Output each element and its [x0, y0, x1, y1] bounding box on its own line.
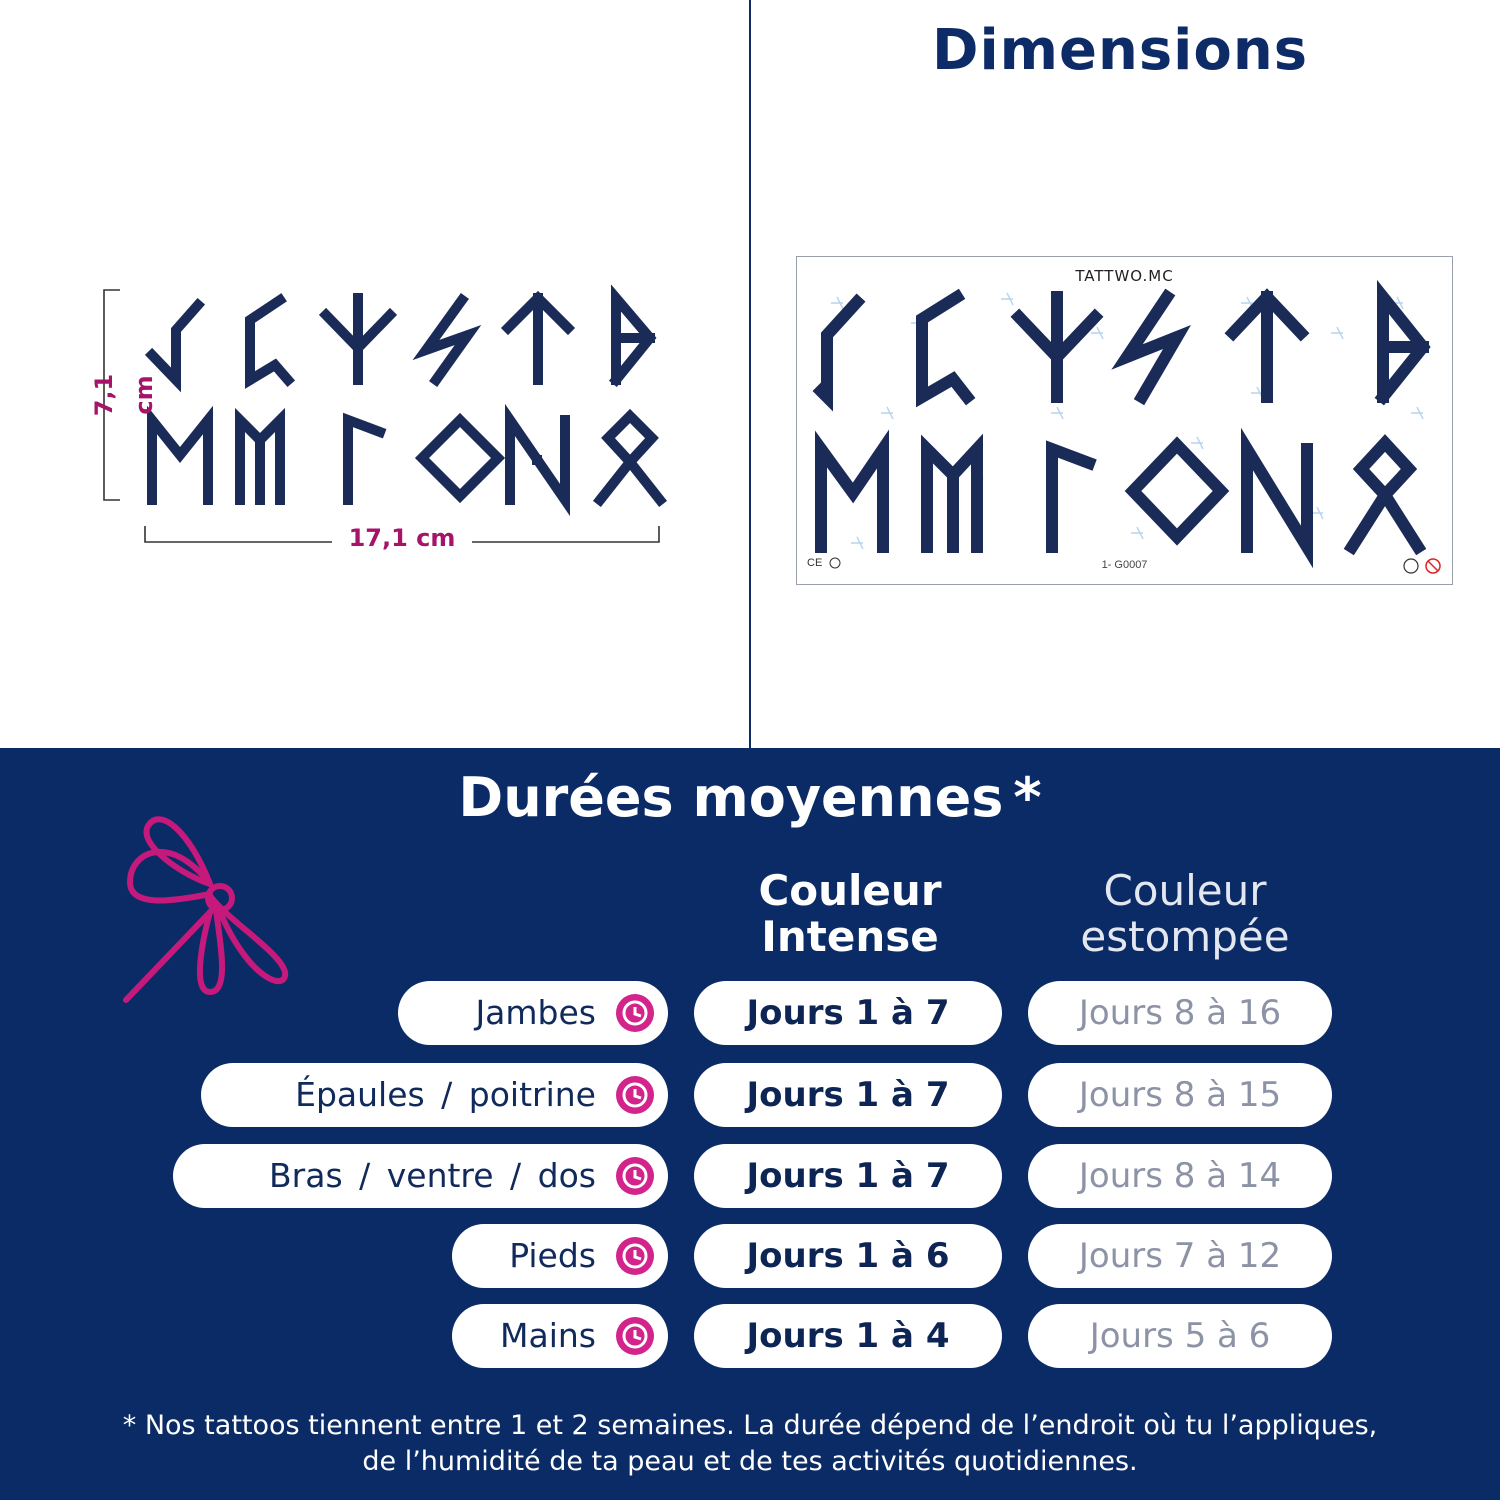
footnote	[0, 1408, 1500, 1480]
column-header-faded	[1030, 868, 1340, 960]
clock-icon	[616, 1237, 654, 1275]
intense-duration: Jours 1 à 6	[694, 1224, 1002, 1288]
faded-duration: Jours 8 à 16	[1028, 981, 1332, 1045]
intense-duration: Jours 1 à 7	[694, 981, 1002, 1045]
sheet-runes	[797, 257, 1454, 586]
intense-duration: Jours 1 à 7	[694, 1063, 1002, 1127]
clock-icon	[616, 1157, 654, 1195]
sheet-code: 1- G0007	[1101, 559, 1148, 571]
zone-pill	[398, 981, 668, 1045]
intense-duration: Jours 1 à 7	[694, 1144, 1002, 1208]
faded-duration: Jours 8 à 14	[1028, 1144, 1332, 1208]
dragonfly-icon	[110, 812, 300, 1012]
zone-label: Bras / ventre / dos	[269, 1156, 596, 1195]
column-header-intense	[700, 868, 1000, 960]
height-label: 7,1 cm	[90, 373, 158, 417]
clock-icon	[616, 1317, 654, 1355]
footnote-line2: de l’humidité de ta peau et de tes activités quotidiennes.	[362, 1446, 1138, 1477]
column-header-intense-line1: Couleur	[758, 866, 942, 915]
zone-pill	[201, 1063, 668, 1127]
column-header-intense-line2: Intense	[761, 912, 939, 961]
sheet-brand: TATTWO.MC	[1075, 267, 1174, 285]
zone-label: Mains	[500, 1316, 596, 1355]
clock-icon	[616, 1076, 654, 1114]
vertical-divider	[749, 0, 751, 748]
dimensions-title: Dimensions	[931, 18, 1309, 83]
faded-duration: Jours 8 à 15	[1028, 1063, 1332, 1127]
faded-duration: Jours 7 à 12	[1028, 1224, 1332, 1288]
faded-duration: Jours 5 à 6	[1028, 1304, 1332, 1368]
zone-label: Épaules / poitrine	[295, 1075, 596, 1114]
runes-illustration	[90, 280, 690, 560]
sheet-rune-glyphs	[821, 297, 1423, 547]
durations-title-star: *	[1013, 766, 1042, 829]
zone-pill	[452, 1304, 668, 1368]
tattoo-sheet-preview	[796, 256, 1453, 585]
zone-pill	[452, 1224, 668, 1288]
ce-mark: CE	[807, 557, 823, 569]
zone-pill	[173, 1144, 668, 1208]
column-header-faded-line2: estompée	[1080, 912, 1290, 961]
intense-duration: Jours 1 à 4	[694, 1304, 1002, 1368]
durations-title-text: Durées moyennes	[458, 766, 1004, 829]
column-header-faded-line1: Couleur	[1103, 866, 1267, 915]
width-label: 17,1 cm	[332, 524, 472, 552]
clock-icon	[616, 994, 654, 1032]
zone-label: Pieds	[509, 1236, 596, 1275]
rune-glyphs	[152, 298, 660, 500]
footnote-line1: * Nos tattoos tiennent entre 1 et 2 semaines. La durée dépend de l’endroit où tu l’appliques,	[122, 1410, 1378, 1441]
zone-label: Jambes	[475, 993, 596, 1032]
